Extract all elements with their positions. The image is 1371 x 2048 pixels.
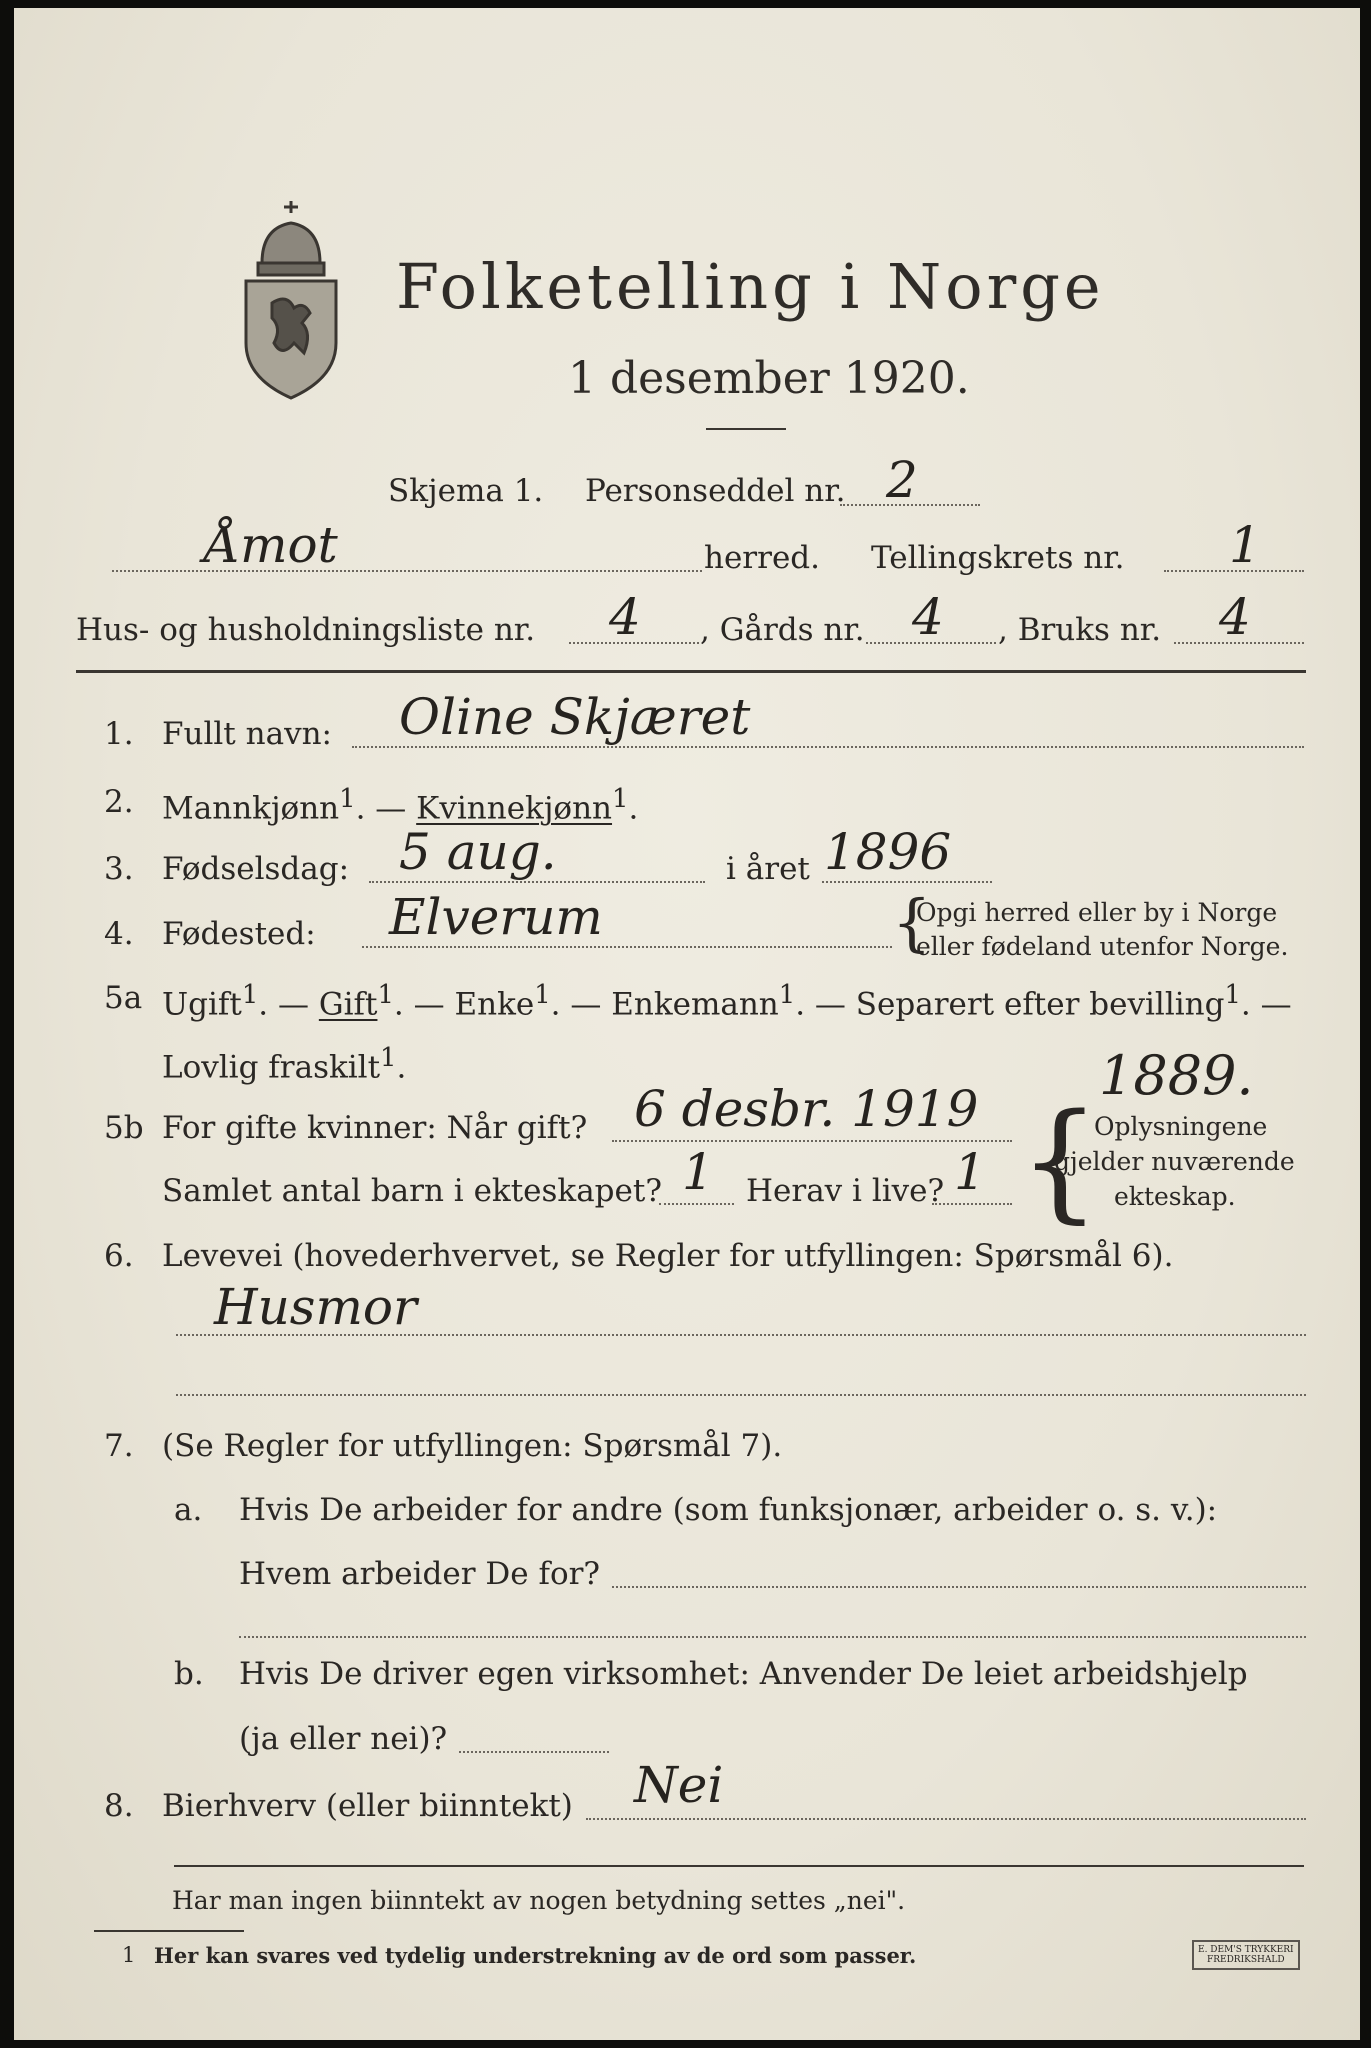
q5a-gift-option[interactable]: Gift	[318, 986, 378, 1023]
q5a-ugift-option[interactable]: Ugift	[162, 986, 242, 1023]
bruks-value: 4	[1219, 588, 1251, 646]
header-divider	[76, 670, 1306, 673]
herred-value: Åmot	[204, 516, 338, 574]
q7-label: (Se Regler for utfyllingen: Spørsmål 7).	[162, 1428, 783, 1464]
q7a-line1: Hvis De arbeider for andre (som funksjonær, arbeider o. s. v.):	[239, 1492, 1218, 1528]
q5b-label2: Samlet antal barn i ekteskapet?	[162, 1173, 662, 1209]
q5a-options: Ugift$^1$. — Gift$^1$. — Enke$^1$. — Enkemann$^1$. — Separert efter bevilling$^1$. —	[162, 980, 1292, 1023]
q5b-alive-field-line	[932, 1203, 1012, 1205]
title-divider	[706, 428, 786, 430]
q7b-field-line	[459, 1751, 609, 1753]
herred-label: herred.	[704, 540, 820, 576]
q3-value: 5 aug.	[399, 823, 557, 881]
q4-note-line1: Opgi herred eller by i Norge	[916, 898, 1278, 927]
q4-brace: {	[892, 886, 932, 959]
q3-number: 3.	[104, 851, 134, 887]
q5b-married-field-line	[612, 1140, 1012, 1142]
q7b-line2: (ja eller nei)?	[239, 1721, 448, 1757]
q4-note-line2: eller fødeland utenfor Norge.	[916, 932, 1289, 961]
q5a-fraskilt-option[interactable]: Lovlig fraskilt	[162, 1049, 381, 1086]
q2-options: Mannkjønn$^1$. — Kvinnekjønn$^1$.	[162, 784, 639, 827]
q6-field-line-2	[176, 1394, 1306, 1396]
gards-value: 4	[912, 588, 944, 646]
q2-male-option[interactable]: Mannkjønn	[162, 790, 340, 827]
q5a-enkemann-option[interactable]: Enkemann	[611, 986, 779, 1023]
hus-label: Hus- og husholdningsliste nr.	[76, 612, 536, 648]
form-title: Folketelling i Norge	[396, 250, 1105, 323]
census-form	[14, 8, 1360, 2040]
q5b-alive-label: Herav i live?	[746, 1173, 945, 1209]
q2-female-option[interactable]: Kvinnekjønn	[416, 790, 613, 827]
q8-number: 8.	[104, 1788, 134, 1824]
q5b-brace: {	[1019, 1087, 1101, 1236]
q4-label: Fødested:	[162, 916, 316, 952]
q5b-children-value: 1	[682, 1143, 714, 1201]
q5b-label1: For gifte kvinner: Når gift?	[162, 1110, 588, 1146]
bruks-label: , Bruks nr.	[998, 612, 1162, 648]
q7a-field-line-1	[612, 1586, 1306, 1588]
q4-number: 4.	[104, 916, 134, 952]
footer-note: Har man ingen biinntekt av nogen betydning settes „nei".	[172, 1886, 906, 1915]
q3-year-value: 1896	[824, 823, 952, 881]
footnote-divider	[94, 1930, 244, 1932]
personseddel-value: 2	[886, 451, 918, 509]
q1-value: Oline Skjæret	[399, 688, 751, 746]
q8-value: Nei	[634, 1756, 724, 1814]
q1-label: Fullt navn:	[162, 716, 332, 752]
q1-number: 1.	[104, 716, 134, 752]
q5a-number: 5a	[104, 980, 143, 1016]
q5b-number: 5b	[104, 1110, 144, 1146]
q7b-number: b.	[174, 1656, 204, 1692]
q3-field-line	[369, 881, 705, 883]
printer-stamp: E. DEM'S TRYKKERI FREDRIKSHALD	[1192, 1940, 1300, 1970]
footnote-number: 1	[122, 1943, 136, 1967]
q5b-children-field-line	[659, 1203, 734, 1205]
q5b-note-line2: gjelder nuværende	[1054, 1147, 1295, 1176]
q8-field-line	[586, 1818, 1306, 1820]
q8-label: Bierhverv (eller biinntekt)	[162, 1788, 573, 1824]
q1-field-line	[352, 746, 1304, 748]
footnote-text: Her kan svares ved tydelig understrekning av de ord som passer.	[154, 1943, 917, 1968]
herred-field-line	[112, 570, 702, 572]
q5b-note-line1: Oplysningene	[1094, 1112, 1268, 1141]
q3-label: Fødselsdag:	[162, 851, 350, 887]
q4-field-line	[362, 946, 892, 948]
q5a-separert-option[interactable]: Separert efter bevilling	[855, 986, 1225, 1023]
q5b-married-value: 6 desbr. 1919	[634, 1080, 979, 1138]
q5a-enke-option[interactable]: Enke	[454, 986, 535, 1023]
q3-year-field-line	[822, 881, 992, 883]
census-date: 1 desember 1920.	[568, 353, 970, 404]
q6-field-line-1	[176, 1334, 1306, 1336]
q6-number: 6.	[104, 1238, 134, 1274]
q5b-note-line3: ekteskap.	[1114, 1182, 1236, 1211]
tellingskrets-label: Tellingskrets nr.	[871, 540, 1125, 576]
q2-number: 2.	[104, 784, 134, 820]
q3-year-label: i året	[726, 851, 810, 887]
q6-label: Levevei (hovederhvervet, se Regler for utfyllingen: Spørsmål 6).	[162, 1238, 1174, 1274]
footer-divider	[174, 1865, 1304, 1867]
q6-value: Husmor	[214, 1278, 417, 1336]
coat-of-arms-icon	[232, 193, 350, 403]
skjema-label: Skjema 1.	[388, 473, 544, 509]
q5a-line2: Lovlig fraskilt$^1$.	[162, 1043, 407, 1086]
hus-value: 4	[609, 588, 641, 646]
q4-value: Elverum	[389, 888, 603, 946]
personseddel-label: Personseddel nr.	[585, 473, 846, 509]
q7a-line2: Hvem arbeider De for?	[239, 1556, 601, 1592]
q5b-alive-value: 1	[954, 1143, 986, 1201]
q7a-field-line-2	[239, 1636, 1306, 1638]
gards-label: , Gårds nr.	[700, 612, 865, 648]
tellingskrets-value: 1	[1229, 516, 1261, 574]
q5b-annotation: 1889.	[1099, 1044, 1254, 1107]
q7-number: 7.	[104, 1428, 134, 1464]
q7b-line1: Hvis De driver egen virksomhet: Anvender De leiet arbeidshjelp	[239, 1656, 1248, 1692]
q7a-number: a.	[174, 1492, 203, 1528]
